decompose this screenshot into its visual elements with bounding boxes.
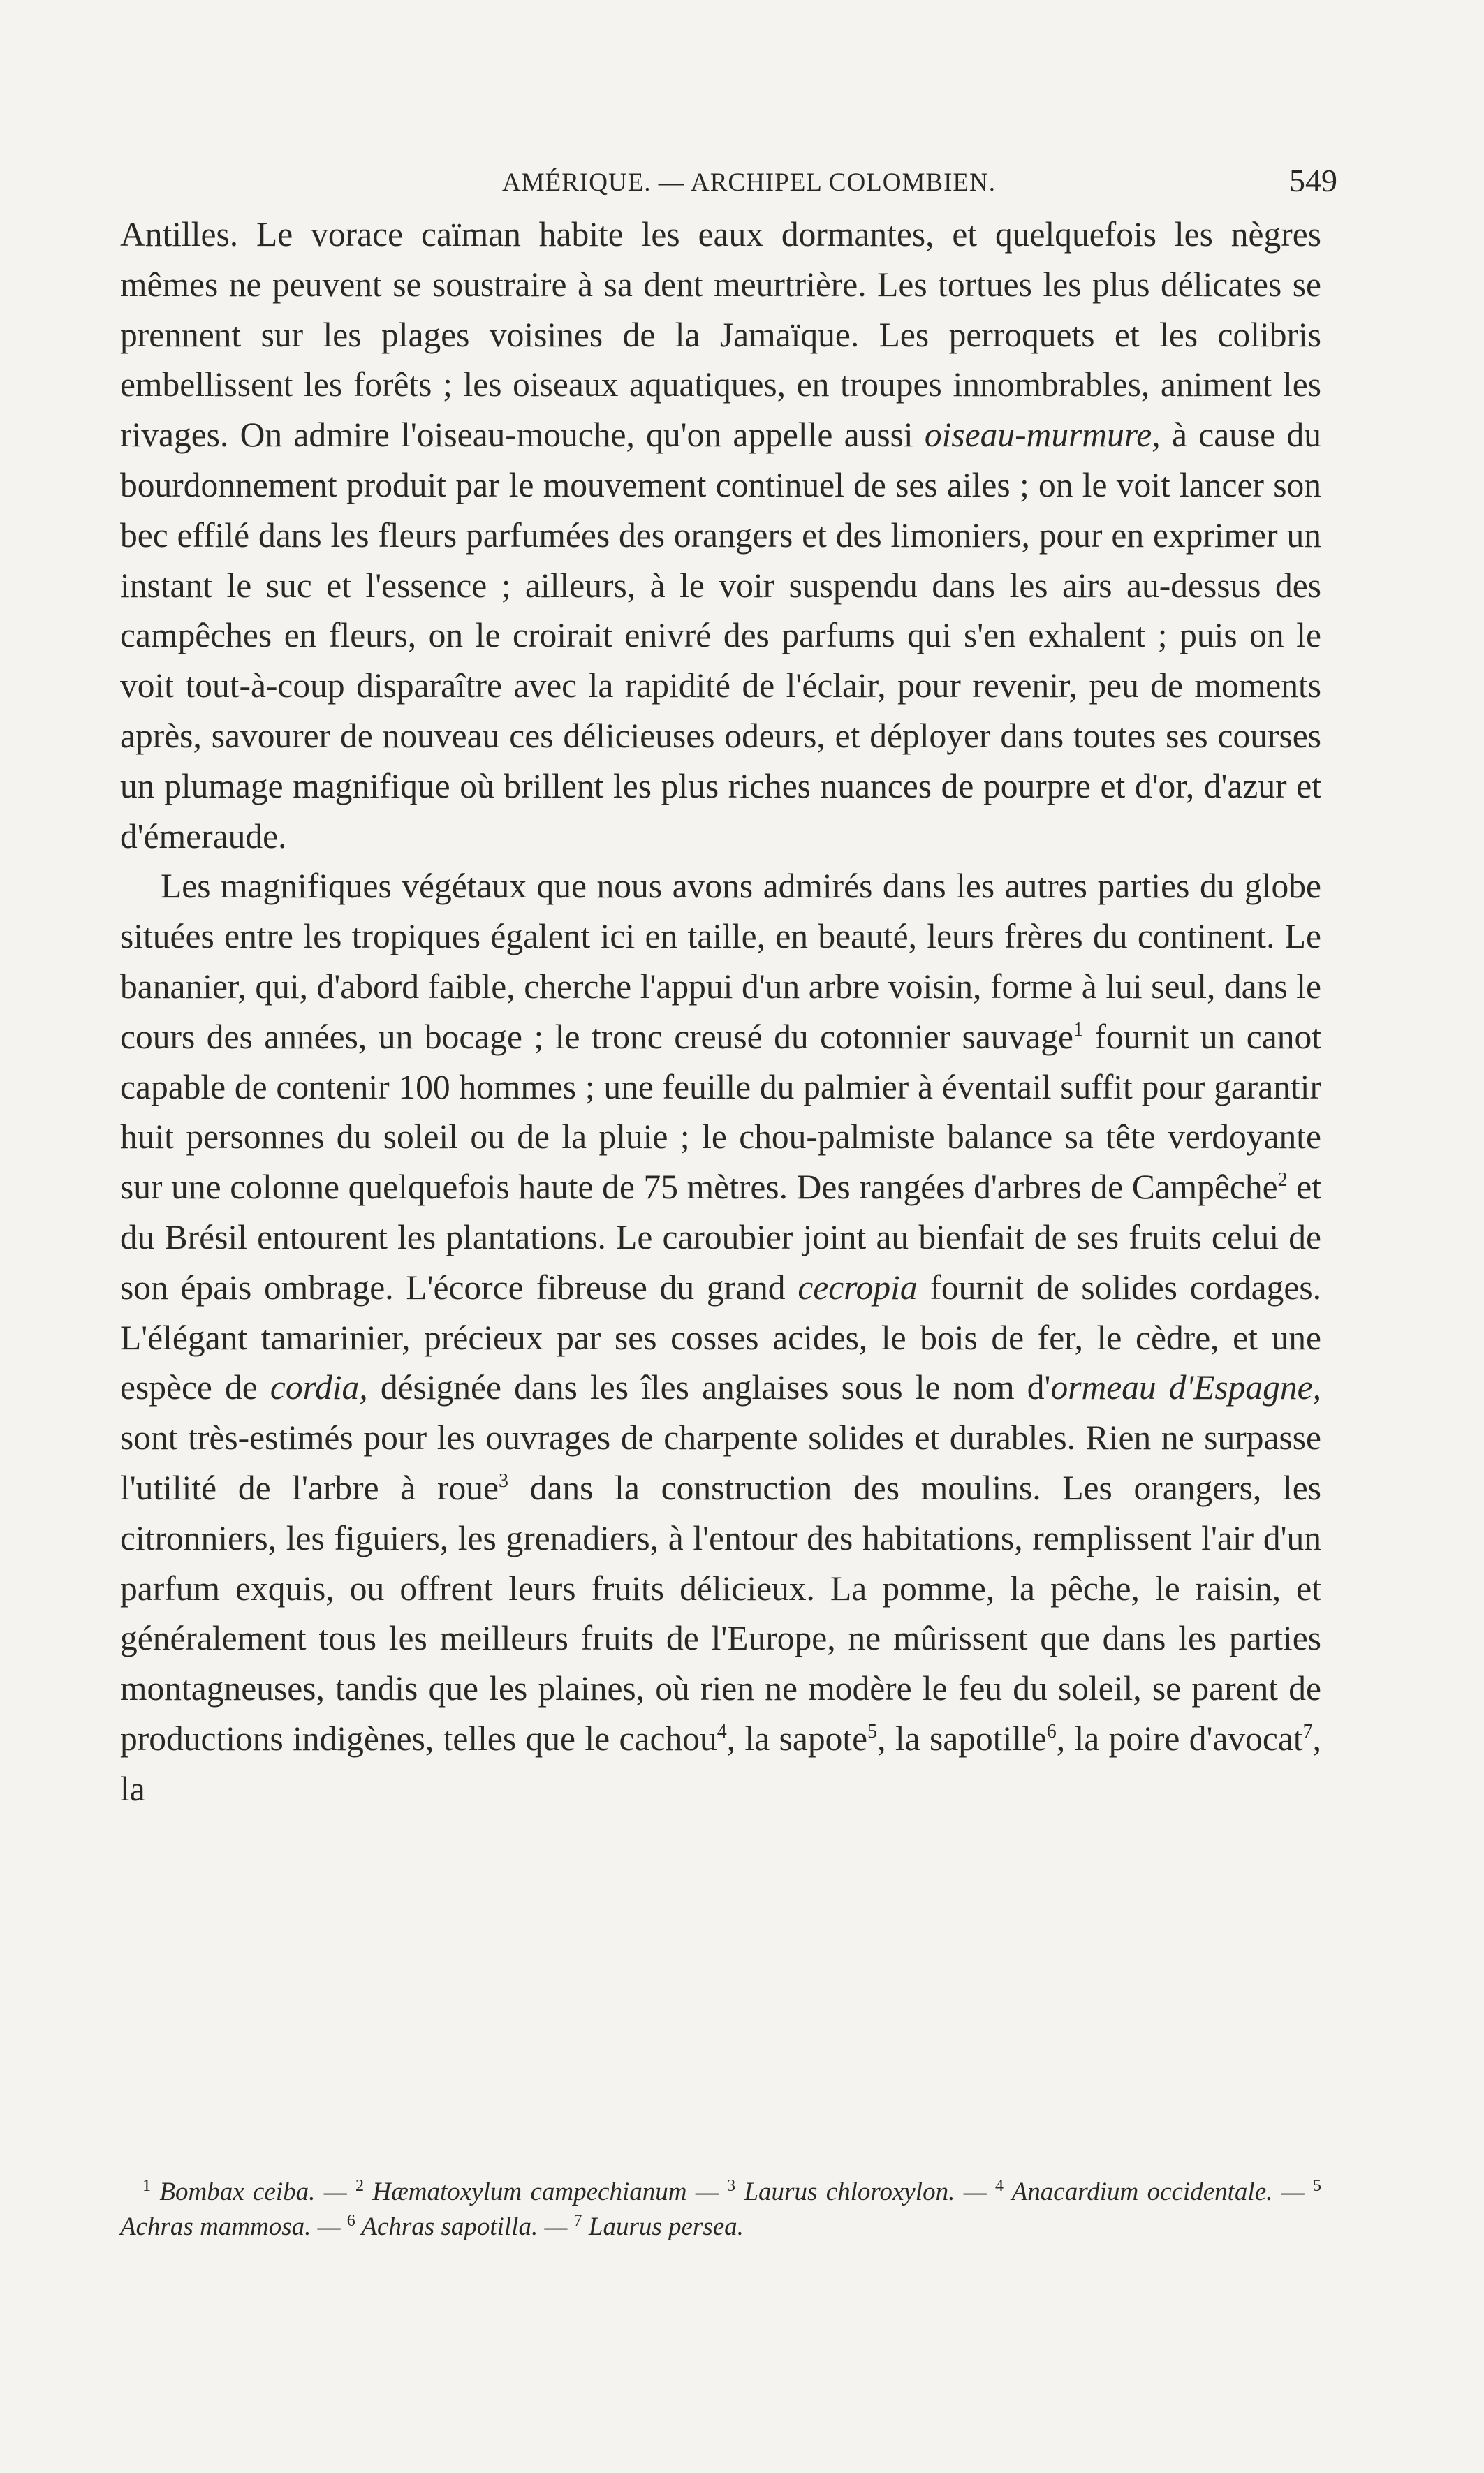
footnote-marker: 1 (142, 2177, 151, 2195)
footnote-text: Hæmatoxylum campechianum — (372, 2178, 728, 2206)
footnote-text: Laurus chloroxylon. — (744, 2178, 995, 2206)
italic-term: cordia, (270, 1368, 368, 1407)
footnote-ref[interactable]: 2 (1277, 1169, 1288, 1191)
page-number: 549 (1289, 163, 1337, 198)
footnote-text: Anacardium occidentale. — (1011, 2178, 1313, 2206)
italic-term: oiseau-murmure, (924, 416, 1161, 455)
footnote-list (120, 2175, 1321, 2245)
paragraph (120, 861, 1321, 1814)
footnote-marker: 3 (727, 2177, 736, 2195)
footnote-text: Achras mammosa. — (120, 2213, 347, 2241)
text-run: désignée dans les îles anglaises sous le nom d' (367, 1368, 1051, 1407)
text-run: , la poire d'avocat (1056, 1719, 1303, 1758)
text-run: , la (120, 1719, 1321, 1808)
footnote-text: Laurus persea. (588, 2213, 744, 2241)
text-run: Antilles. Le vorace caïman habite les eaux dormantes, et quelquefois les nègres mêmes ne peuvent se soustraire à sa dent meurtrière. Les tortues les plus délicates se prennent sur les plages voisines de la Jamaïque. Les perroquets et les colibris embellissent les forêts ; les oiseaux aquatiques, en troupes innombrables, animent les rivages. On admire l'oiseau-mouche, qu'on appelle aussi (120, 215, 1321, 455)
text-run: à cause du bourdonnement produit par le mouvement continuel de ses ailes ; on le voit lancer son bec effilé dans les fleurs parfumées des orangers et des limoniers, pour en exprimer un instant le suc et l'essence ; ailleurs, à le voir suspendu dans les airs au-dessus des campêches en fleurs, on le croirait enivré des parfums qui s'en exhalent ; puis on le voit tout-à-coup disparaître avec la rapidité de l'éclair, pour revenir, peu de moments après, savourer de nouveau ces délicieuses odeurs, et déployer dans toutes ses courses un plumage magnifique où brillent les plus riches nuances de pourpre et d'or, d'azur et d'émeraude. (120, 416, 1321, 856)
footnotes (120, 2175, 1321, 2245)
text-run: fournit de solides cordages. L'élégant tamarinier, précieux par ses cosses acides, le bois de fer, le cèdre, et une espèce de (120, 1268, 1321, 1407)
footnote-marker: 5 (1313, 2177, 1321, 2195)
text-run: dans la construction des moulins. Les orangers, les citronniers, les figuiers, les grenadiers, à l'entour des habitations, remplissent l'air d'un parfum exquis, ou offrent leurs fruits délicieux. La pomme, la pêche, le raisin, et généralement tous les meilleurs fruits de l'Europe, ne mûrissent que dans les parties montagneuses, tandis que les plaines, où rien ne modère le feu du soleil, se parent de productions indigènes, telles que le cachou (120, 1468, 1321, 1758)
footnote-ref[interactable]: 7 (1302, 1720, 1313, 1742)
footnote-marker: 7 (573, 2212, 582, 2230)
text-run: , la sapotille (877, 1719, 1047, 1758)
footnote-marker: 4 (994, 2177, 1004, 2195)
running-head (119, 163, 1337, 210)
body-text (120, 210, 1321, 1814)
italic-term: ormeau d'Espagne, (1050, 1368, 1321, 1407)
footnote-text: Achras sapotilla. — (361, 2213, 574, 2241)
italic-term: cecropia (798, 1268, 918, 1307)
text-run: sont très-estimés pour les ouvrages de charpente solides et durables. Rien ne surpasse l'utilité de l'arbre à roue (120, 1418, 1321, 1507)
footnote-marker: 2 (355, 2177, 364, 2195)
text-run: , la sapote (726, 1719, 868, 1758)
footnote-ref[interactable]: 3 (499, 1469, 508, 1492)
footnote-ref[interactable]: 1 (1073, 1018, 1084, 1041)
footnote-ref[interactable]: 6 (1046, 1720, 1057, 1742)
text-run: fournit un canot capable de contenir 100 hommes ; une feuille du palmier à éventail suffit pour garantir huit personnes du soleil ou de la pluie ; le chou-palmiste balance sa tête verdoyante sur une colonne quelquefois haute de 75 mètres. Des rangées d'arbres de Campêche (120, 1017, 1321, 1207)
footnote-ref[interactable]: 4 (717, 1720, 727, 1742)
paragraph (120, 210, 1321, 861)
running-title: AMÉRIQUE. — ARCHIPEL COLOMBIEN. (502, 168, 996, 197)
footnote-ref[interactable]: 5 (867, 1720, 878, 1742)
text-run: Les magnifiques végétaux que nous avons admirés dans les autres parties du globe situées entre les tropiques égalent ici en taille, en beauté, leurs frères du continent. Le bananier, qui, d'abord faible, cherche l'appui d'un arbre voisin, forme à lui seul, dans le cours des années, un bocage ; le tronc creusé du cotonnier sauvage (120, 867, 1321, 1056)
text-run: et du Brésil entourent les plantations. Le caroubier joint au bienfait de ses fruits celui de son épais ombrage. L'écorce fibreuse du grand (120, 1168, 1321, 1307)
footnote-text: Bombax ceiba. — (159, 2178, 355, 2206)
footnote-marker: 6 (346, 2212, 355, 2230)
